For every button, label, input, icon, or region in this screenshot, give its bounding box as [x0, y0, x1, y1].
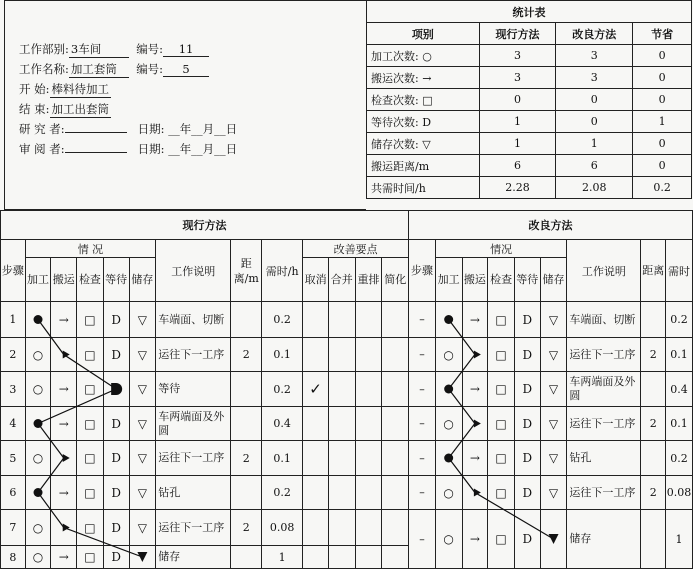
improved-step-marker: –: [409, 407, 436, 441]
improve-point-cell: [328, 441, 355, 476]
current-move-symbol-cell: →: [51, 302, 77, 338]
process-row: [1, 510, 693, 546]
current-inspect-symbol-cell: □: [77, 302, 104, 338]
current-delay-symbol-cell: D: [103, 407, 129, 441]
reviewer-blank: [65, 152, 127, 153]
stats-saving: 0: [633, 133, 692, 155]
improved-move-symbol-cell: [462, 338, 488, 372]
improved-time: 1: [666, 510, 693, 569]
improve-point-cell: [355, 338, 382, 372]
current-store-symbol-cell: ▽: [129, 338, 156, 372]
current-desc: 钻孔: [156, 476, 231, 510]
current-time: 1: [262, 546, 303, 569]
current-op-symbol-cell: [25, 407, 51, 441]
improved-col-delay: 等待: [514, 258, 540, 302]
researcher-blank: [65, 132, 127, 133]
main-process-table: [0, 210, 693, 569]
current-store-symbol-cell: ▽: [129, 441, 156, 476]
improved-op-symbol-cell: [435, 372, 462, 407]
stats-row: [367, 67, 692, 89]
current-col-inspect: 检查: [77, 258, 104, 302]
current-move-symbol-cell: [51, 510, 77, 546]
improved-desc: 运往下一工序: [567, 338, 641, 372]
current-time: 0.2: [262, 372, 303, 407]
current-op-symbol-cell: [25, 302, 51, 338]
improved-step-header: 步骤: [409, 240, 436, 302]
num1-label: 编号:: [136, 42, 164, 56]
num2-label: 编号:: [136, 62, 164, 76]
improved-desc: 运往下一工序: [567, 476, 641, 510]
current-op-symbol-cell: [25, 476, 51, 510]
current-time: 0.1: [262, 338, 303, 372]
improved-move-symbol-cell: →: [462, 441, 488, 476]
improved-desc: 钻孔: [567, 441, 641, 476]
stats-row: [367, 133, 692, 155]
dept-value: 3车间: [69, 41, 129, 58]
improved-desc: 运往下一工序: [567, 407, 641, 441]
current-desc: 运往下一工序: [156, 441, 231, 476]
end-value: 加工出套筒: [51, 102, 110, 116]
process-row: [1, 302, 693, 338]
improved-op-symbol-cell: ○: [435, 476, 462, 510]
improved-situation-header: 情况: [435, 240, 567, 258]
current-delay-symbol-cell: D: [103, 302, 129, 338]
reviewer-line: [19, 141, 237, 157]
improved-inspect-symbol-cell: □: [488, 302, 515, 338]
current-time: 0.2: [262, 476, 303, 510]
researcher-line: [19, 121, 237, 137]
improve-point-cell: [328, 338, 355, 372]
current-move-symbol-cell: →: [51, 476, 77, 510]
stats-improved: 1: [556, 133, 633, 155]
improved-inspect-symbol-cell: □: [488, 441, 515, 476]
improve-point-cell: [303, 476, 329, 510]
current-desc: 储存: [156, 546, 231, 569]
improved-store-symbol-cell: [540, 510, 567, 569]
current-distance: [231, 407, 262, 441]
date2-value: __年__月__日: [168, 142, 238, 156]
improve-point-cell: [355, 546, 382, 569]
improve-point-cell: [355, 302, 382, 338]
stats-col-current: 现行方法: [479, 23, 556, 45]
current-time: 0.08: [262, 510, 303, 546]
stats-row: [367, 45, 692, 67]
job-label: 工作名称:: [19, 62, 69, 76]
stats-col-improved: 改良方法: [556, 23, 633, 45]
current-step-number: 5: [1, 441, 26, 476]
current-store-symbol-cell: ▽: [129, 476, 156, 510]
improved-step-marker: –: [409, 302, 436, 338]
stats-row: [367, 111, 692, 133]
current-inspect-symbol-cell: □: [77, 510, 104, 546]
improve-point-cell: [382, 407, 409, 441]
stats-improved: 0: [556, 111, 633, 133]
improved-desc: 车两端面及外圆: [567, 372, 641, 407]
improved-step-marker: –: [409, 510, 436, 569]
improved-time: 0.2: [666, 441, 693, 476]
current-method-title: 现行方法: [1, 211, 409, 240]
improve-point-cell: [328, 476, 355, 510]
improved-store-symbol-cell: ▽: [540, 302, 567, 338]
stats-improved: 0: [556, 89, 633, 111]
improve-point-cell: [328, 546, 355, 569]
process-row: [1, 441, 693, 476]
improved-move-symbol-cell: →: [462, 510, 488, 569]
improved-inspect-symbol-cell: □: [488, 338, 515, 372]
improved-delay-symbol-cell: D: [514, 407, 540, 441]
improve-point-cell: [355, 372, 382, 407]
current-col-op: 加工: [25, 258, 51, 302]
end-line: [19, 101, 111, 118]
start-value: 棒料待加工: [51, 82, 110, 96]
current-step-number: 6: [1, 476, 26, 510]
improve-col-combine: 合并: [328, 258, 355, 302]
improved-inspect-symbol-cell: □: [488, 372, 515, 407]
current-op-symbol-cell: ○: [25, 372, 51, 407]
improved-op-symbol-cell: [435, 441, 462, 476]
improved-step-marker: –: [409, 476, 436, 510]
improve-point-cell: [303, 407, 329, 441]
improved-distance: [641, 372, 666, 407]
current-inspect-symbol-cell: □: [77, 546, 104, 569]
stats-title: 统计表: [367, 1, 692, 23]
improved-inspect-symbol-cell: □: [488, 476, 515, 510]
current-move-symbol-cell: [51, 441, 77, 476]
improved-distance: 2: [641, 407, 666, 441]
improve-point-cell: [328, 407, 355, 441]
current-distance: 2: [231, 338, 262, 372]
stats-col-saving: 节省: [633, 23, 692, 45]
current-distance: [231, 476, 262, 510]
date1-label: 日期:: [137, 122, 165, 136]
current-dist-header: 距离/m: [231, 240, 262, 302]
stats-saving: 1: [633, 111, 692, 133]
reviewer-label: 审 阅 者:: [19, 142, 65, 156]
current-col-move: 搬运: [51, 258, 77, 302]
stats-current: 1: [479, 111, 556, 133]
stats-current: 0: [479, 89, 556, 111]
current-step-number: 3: [1, 372, 26, 407]
current-step-number: 2: [1, 338, 26, 372]
improve-point-cell: [328, 372, 355, 407]
improve-point-cell: [382, 546, 409, 569]
stats-label: 加工次数: ○: [367, 45, 480, 67]
improve-point-cell: [382, 510, 409, 546]
researcher-label: 研 究 者:: [19, 122, 65, 136]
current-distance: 2: [231, 441, 262, 476]
current-desc: 车端面、切断: [156, 302, 231, 338]
current-delay-symbol-cell: D: [103, 510, 129, 546]
current-time-header: 需时/h: [262, 240, 303, 302]
job-line: [19, 61, 209, 78]
dept-label: 工作部别:: [19, 42, 69, 56]
end-label: 结 束:: [19, 102, 50, 116]
improve-point-cell: [382, 338, 409, 372]
check-mark-icon: ✓: [309, 380, 322, 398]
current-move-symbol-cell: →: [51, 546, 77, 569]
stats-row: [367, 155, 692, 177]
improve-point-cell: [355, 510, 382, 546]
improve-point-cell: [328, 302, 355, 338]
stats-saving: 0: [633, 155, 692, 177]
main-body: [1, 302, 693, 569]
improved-move-symbol-cell: [462, 476, 488, 510]
current-time: 0.4: [262, 407, 303, 441]
stats-improved: 6: [556, 155, 633, 177]
current-delay-symbol-cell: D: [103, 546, 129, 569]
stats-label: 检查次数: □: [367, 89, 480, 111]
current-move-symbol-cell: [51, 338, 77, 372]
stats-label: 储存次数: ▽: [367, 133, 480, 155]
improved-op-symbol-cell: ○: [435, 407, 462, 441]
stats-table: [366, 0, 692, 199]
improved-desc-header: 工作说明: [567, 240, 641, 302]
improve-point-cell: [382, 476, 409, 510]
improve-point-cell: [303, 441, 329, 476]
improve-points-header: 改善要点: [303, 240, 409, 258]
improve-point-cell: [328, 510, 355, 546]
improved-op-symbol-cell: ○: [435, 338, 462, 372]
improved-store-symbol-cell: ▽: [540, 372, 567, 407]
improved-time: 0.1: [666, 407, 693, 441]
current-desc-header: 工作说明: [156, 240, 231, 302]
stats-saving: 0: [633, 67, 692, 89]
current-op-symbol-cell: ○: [25, 338, 51, 372]
current-step-number: 4: [1, 407, 26, 441]
stats-current: 3: [479, 67, 556, 89]
improved-move-symbol-cell: →: [462, 302, 488, 338]
improved-distance: [641, 441, 666, 476]
current-store-symbol-cell: ▽: [129, 372, 156, 407]
improve-point-cell: [303, 338, 329, 372]
improved-time: 0.2: [666, 302, 693, 338]
improve-col-eliminate: 取消: [303, 258, 329, 302]
stats-label: 搬运距离/m: [367, 155, 480, 177]
improved-store-symbol-cell: ▽: [540, 407, 567, 441]
current-distance: [231, 546, 262, 569]
improved-distance: [641, 302, 666, 338]
current-step-number: 8: [1, 546, 26, 569]
process-row: [1, 372, 693, 407]
current-op-symbol-cell: ○: [25, 510, 51, 546]
improve-point-cell: [355, 407, 382, 441]
improved-col-inspect: 检查: [488, 258, 515, 302]
stats-row: [367, 177, 692, 199]
num2-value: 5: [163, 62, 209, 77]
current-situation-header: 情 况: [25, 240, 156, 258]
current-move-symbol-cell: →: [51, 407, 77, 441]
improved-col-op: 加工: [435, 258, 462, 302]
stats-improved: 2.08: [556, 177, 633, 199]
current-distance: [231, 372, 262, 407]
stats-improved: 3: [556, 67, 633, 89]
current-distance: [231, 302, 262, 338]
improved-store-symbol-cell: ▽: [540, 476, 567, 510]
current-inspect-symbol-cell: □: [77, 476, 104, 510]
current-op-symbol-cell: ○: [25, 546, 51, 569]
improved-delay-symbol-cell: D: [514, 338, 540, 372]
improved-col-store: 储存: [540, 258, 567, 302]
improved-step-marker: –: [409, 372, 436, 407]
improved-desc: 储存: [567, 510, 641, 569]
current-desc: 车两端面及外圆: [156, 407, 231, 441]
stats-row: [367, 89, 692, 111]
improved-distance: 2: [641, 338, 666, 372]
process-row: [1, 407, 693, 441]
improve-point-cell: [382, 372, 409, 407]
start-line: [19, 81, 111, 98]
current-delay-symbol-cell: [103, 372, 129, 407]
date1-value: __年__月__日: [168, 122, 238, 136]
improved-time: 0.08: [666, 476, 693, 510]
current-desc: 运往下一工序: [156, 338, 231, 372]
current-store-symbol-cell: ▽: [129, 302, 156, 338]
current-desc: 运往下一工序: [156, 510, 231, 546]
start-label: 开 始:: [19, 82, 50, 96]
current-store-symbol-cell: [129, 546, 156, 569]
current-delay-symbol-cell: D: [103, 441, 129, 476]
stats-saving: 0.2: [633, 177, 692, 199]
improved-dist-header: 距离: [641, 240, 666, 302]
current-step-header: 步骤: [1, 240, 26, 302]
improved-distance: [641, 510, 666, 569]
stats-col-item: 项别: [367, 23, 480, 45]
stats-label: 共需时间/h: [367, 177, 480, 199]
current-step-number: 1: [1, 302, 26, 338]
improved-delay-symbol-cell: D: [514, 302, 540, 338]
improve-point-cell: [382, 302, 409, 338]
stats-current: 1: [479, 133, 556, 155]
improved-move-symbol-cell: [462, 407, 488, 441]
current-delay-symbol-cell: D: [103, 476, 129, 510]
current-inspect-symbol-cell: □: [77, 338, 104, 372]
improved-time-header: 需时: [666, 240, 693, 302]
current-col-store: 储存: [129, 258, 156, 302]
improve-point-cell: [303, 546, 329, 569]
improve-point-cell: [382, 441, 409, 476]
stats-saving: 0: [633, 89, 692, 111]
improved-op-symbol-cell: ○: [435, 510, 462, 569]
improve-point-cell: [303, 372, 329, 407]
current-store-symbol-cell: ▽: [129, 510, 156, 546]
header-info: [4, 0, 366, 210]
improved-delay-symbol-cell: D: [514, 441, 540, 476]
improve-point-cell: [355, 441, 382, 476]
current-op-symbol-cell: ○: [25, 441, 51, 476]
improved-store-symbol-cell: ▽: [540, 338, 567, 372]
stats-current: 2.28: [479, 177, 556, 199]
improved-distance: 2: [641, 476, 666, 510]
process-row: [1, 338, 693, 372]
current-desc: 等待: [156, 372, 231, 407]
current-delay-symbol-cell: D: [103, 338, 129, 372]
current-time: 0.2: [262, 302, 303, 338]
current-store-symbol-cell: ▽: [129, 407, 156, 441]
improved-step-marker: –: [409, 441, 436, 476]
improve-point-cell: [355, 476, 382, 510]
num1-value: 11: [163, 42, 209, 57]
stats-body: [367, 45, 692, 199]
current-inspect-symbol-cell: □: [77, 372, 104, 407]
improved-delay-symbol-cell: D: [514, 476, 540, 510]
dept-line: [19, 41, 209, 58]
improved-op-symbol-cell: [435, 302, 462, 338]
stats-improved: 3: [556, 45, 633, 67]
improve-col-simplify: 简化: [382, 258, 409, 302]
improved-inspect-symbol-cell: □: [488, 407, 515, 441]
date2-label: 日期:: [137, 142, 165, 156]
job-value: 加工套筒: [69, 61, 129, 78]
stats-label: 等待次数: D: [367, 111, 480, 133]
process-row: [1, 476, 693, 510]
improve-point-cell: [303, 302, 329, 338]
current-move-symbol-cell: →: [51, 372, 77, 407]
improved-inspect-symbol-cell: □: [488, 510, 515, 569]
stats-saving: 0: [633, 45, 692, 67]
current-step-number: 7: [1, 510, 26, 546]
current-inspect-symbol-cell: □: [77, 441, 104, 476]
improve-point-cell: [303, 510, 329, 546]
improved-method-title: 改良方法: [409, 211, 693, 240]
stats-current: 3: [479, 45, 556, 67]
improved-time: 0.4: [666, 372, 693, 407]
improved-col-move: 搬运: [462, 258, 488, 302]
improved-time: 0.1: [666, 338, 693, 372]
current-time: 0.1: [262, 441, 303, 476]
improved-delay-symbol-cell: D: [514, 372, 540, 407]
current-inspect-symbol-cell: □: [77, 407, 104, 441]
current-distance: 2: [231, 510, 262, 546]
stats-label: 搬运次数: →: [367, 67, 480, 89]
improved-store-symbol-cell: ▽: [540, 441, 567, 476]
improved-desc: 车端面、切断: [567, 302, 641, 338]
improved-step-marker: –: [409, 338, 436, 372]
improved-move-symbol-cell: →: [462, 372, 488, 407]
improved-delay-symbol-cell: D: [514, 510, 540, 569]
improve-col-rearrange: 重排: [355, 258, 382, 302]
current-col-delay: 等待: [103, 258, 129, 302]
stats-current: 6: [479, 155, 556, 177]
